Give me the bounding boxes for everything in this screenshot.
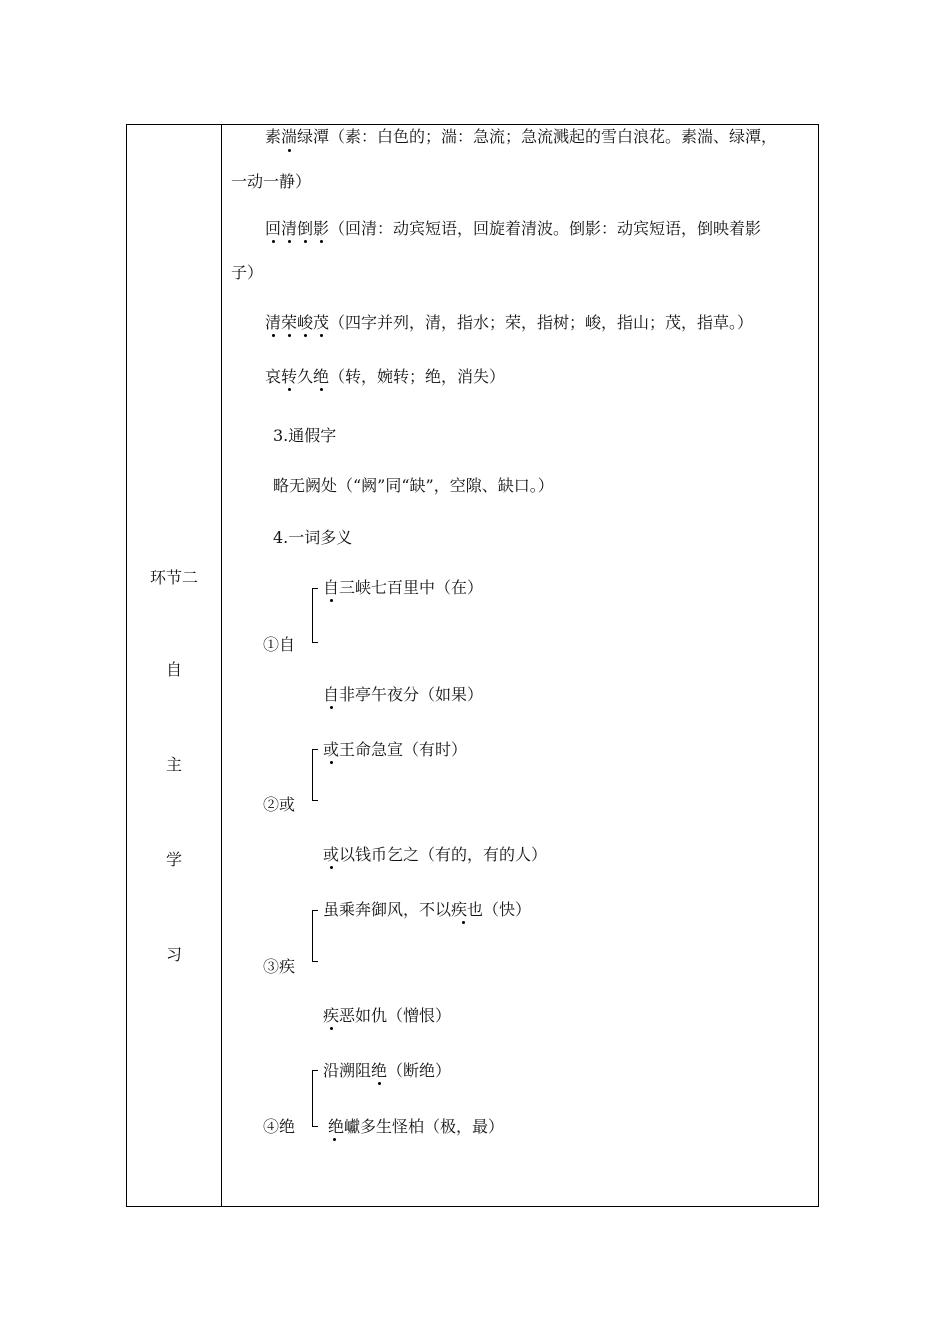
polysemy-1-label: ①自: [263, 635, 296, 654]
brace-3: [312, 910, 313, 962]
vocab-line-1-cont: 一动一静）: [231, 172, 312, 191]
polysemy-2-a: 或王命急宣（有时）: [323, 740, 468, 759]
emphasis-dot: [320, 240, 323, 243]
polysemy-4-b: 绝巘多生怪柏（极，最）: [328, 1117, 505, 1136]
brace-4: [312, 1070, 313, 1127]
emphasis-dot: [288, 388, 291, 391]
polysemy-4-label: ④绝: [263, 1117, 296, 1136]
section-title: 环节二: [149, 568, 198, 587]
emphasis-dot: [288, 149, 291, 152]
polysemy-2-label: ②或: [263, 795, 296, 814]
polysemy-3-a: 虽乘奔御风，不以疾也（快）: [323, 900, 532, 919]
emphasis-dot: [378, 1082, 381, 1085]
emphasis-dot: [330, 866, 333, 869]
emphasis-dot: [330, 1027, 333, 1030]
emphasis-dot: [462, 921, 465, 924]
tongjiazi-line: 略无阙处（“阙”同“缺”，空隙、缺口。）: [273, 476, 554, 495]
emphasis-dot: [288, 240, 291, 243]
vocab-line-1: 素湍绿潭（素：白色的；湍：急流；急流溅起的雪白浪花。素湍、绿潭，: [265, 127, 778, 146]
vocab-line-2: 回清倒影（回清：动宾短语，回旋着清波。倒影：动宾短语，倒映着影: [265, 219, 762, 238]
polysemy-1-a: 自三峡七百里中（在）: [323, 578, 484, 597]
polysemy-3-label: ③疾: [263, 957, 296, 976]
emphasis-dot: [304, 240, 307, 243]
polysemy-4-a: 沿溯阻绝（断绝）: [323, 1061, 452, 1080]
emphasis-dot: [320, 334, 323, 337]
emphasis-dot: [288, 334, 291, 337]
section-char-1: 自: [165, 660, 182, 679]
section-char-3: 学: [165, 850, 182, 869]
emphasis-dot: [320, 388, 323, 391]
brace-1: [312, 588, 313, 643]
heading-tongjiazi: 3.通假字: [273, 426, 337, 445]
brace-2: [312, 749, 313, 801]
emphasis-dot: [330, 706, 333, 709]
polysemy-1-b: 自非亭午夜分（如果）: [323, 685, 484, 704]
emphasis-dot: [330, 761, 333, 764]
emphasis-dot: [330, 599, 333, 602]
polysemy-3-b: 疾恶如仇（憎恨）: [323, 1006, 452, 1025]
section-char-4: 习: [165, 945, 182, 964]
emphasis-dot: [333, 1138, 336, 1141]
heading-yiciduoyi: 4.一词多义: [273, 528, 353, 547]
section-char-2: 主: [165, 755, 182, 774]
table-border: [126, 124, 819, 1207]
emphasis-dot: [304, 334, 307, 337]
vocab-line-3: 清荣峻茂（四字并列，清，指水；荣，指树；峻，指山；茂，指草。）: [265, 313, 754, 332]
emphasis-dot: [272, 240, 275, 243]
vocab-line-2-cont: 子）: [231, 263, 264, 282]
polysemy-2-b: 或以钱币乞之（有的，有的人）: [323, 845, 548, 864]
emphasis-dot: [272, 334, 275, 337]
vocab-line-4: 哀转久绝（转，婉转；绝，消失）: [265, 367, 506, 386]
